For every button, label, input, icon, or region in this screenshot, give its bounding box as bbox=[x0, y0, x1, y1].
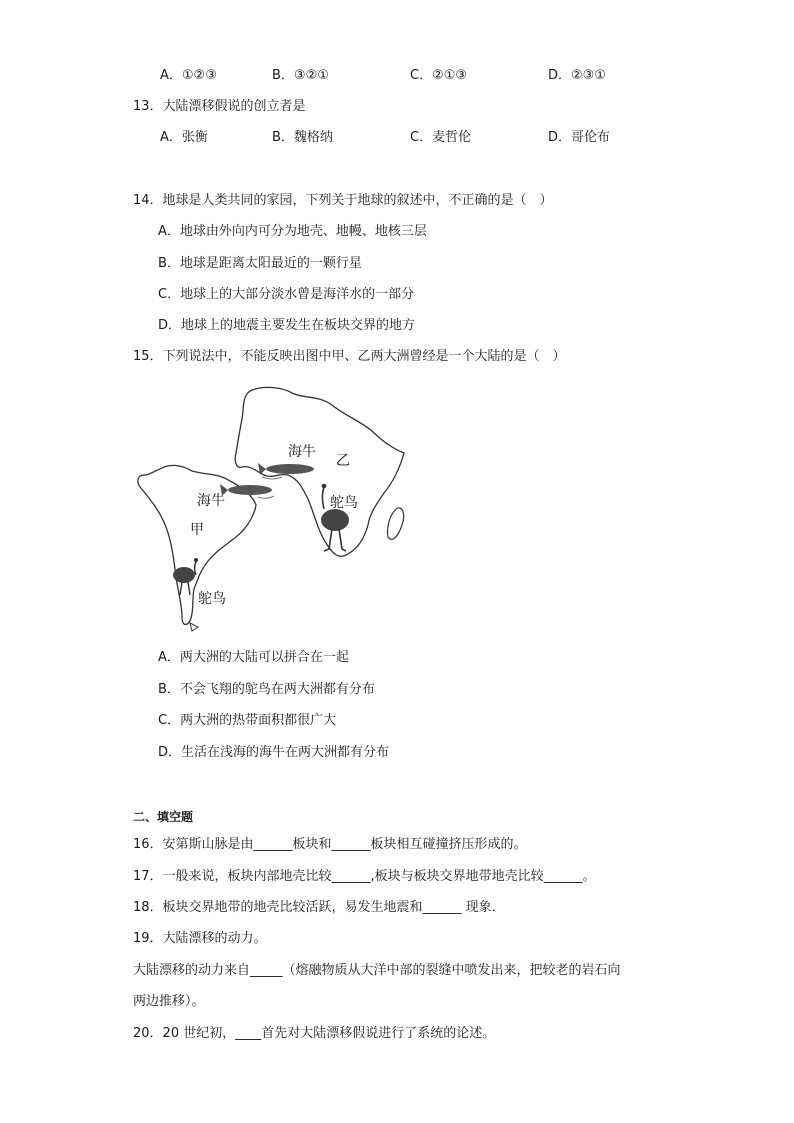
q13-option-b: B．魏格纳 bbox=[272, 130, 333, 145]
q18-text: 18．板块交界地带的地壳比较活跃，易发生地震和______ 现象． bbox=[133, 900, 505, 915]
q13-option-c: C．麦哲伦 bbox=[410, 130, 472, 145]
q14-stem: 14．地球是人类共同的家园，下列关于地球的叙述中，不正确的是（ ） bbox=[133, 193, 553, 208]
q12-option-b: B．③②① bbox=[272, 68, 329, 83]
q14-option-b: B．地球是距离太阳最近的一颗行星 bbox=[158, 256, 362, 271]
q13-option-d: D．哥伦布 bbox=[548, 130, 611, 145]
label-manatee-south-america: 海牛 bbox=[197, 493, 225, 509]
label-ostrich-africa: 鸵鸟 bbox=[330, 495, 358, 511]
q15-option-c: C．两大洲的热带面积都很广大 bbox=[158, 713, 337, 728]
label-continent-yi: 乙 bbox=[336, 453, 350, 469]
q15-option-a: A．两大洲的大陆可以拼合在一起 bbox=[158, 650, 349, 665]
q15-option-d: D．生活在浅海的海牛在两大洲都有分布 bbox=[158, 745, 390, 760]
label-ostrich-south-america: 鸵鸟 bbox=[198, 591, 226, 607]
q14-option-d: D．地球上的地震主要发生在板块交界的地方 bbox=[158, 318, 416, 333]
q17-text: 17．一般来说，板块内部地壳比较______,板块与板块交界地带地壳比较______。 bbox=[133, 869, 596, 884]
madagascar-outline bbox=[387, 508, 403, 539]
q19-line-2: 两边推移）。 bbox=[133, 994, 205, 1009]
label-manatee-africa: 海牛 bbox=[288, 444, 316, 460]
q12-option-c: C．②①③ bbox=[410, 68, 468, 83]
section-title: 二、填空题 bbox=[133, 810, 194, 824]
q15-option-b: B．不会飞翔的鸵鸟在两大洲都有分布 bbox=[158, 682, 375, 697]
q16-text: 16．安第斯山脉是由______板块和______板块相互碰撞挤压形成的。 bbox=[133, 837, 527, 852]
q13-option-a: A．张衡 bbox=[160, 130, 208, 145]
q12-option-d: D．②③① bbox=[548, 68, 606, 83]
continent-map-svg bbox=[132, 383, 410, 633]
q19-line-1: 大陆漂移的动力来自_____（熔融物质从大洋中部的裂缝中喷发出来，把较老的岩石向 bbox=[133, 963, 621, 978]
tierra-del-fuego bbox=[190, 623, 198, 631]
q12-option-a: A．①②③ bbox=[160, 68, 217, 83]
label-continent-jia: 甲 bbox=[190, 522, 204, 538]
q20-text: 20．20 世纪初，____首先对大陆漂移假说进行了系统的论述。 bbox=[133, 1026, 496, 1041]
q13-stem: 13．大陆漂移假说的创立者是 bbox=[133, 99, 306, 114]
q15-stem: 15．下列说法中，不能反映出图中甲、乙两大洲曾经是一个大陆的是（ ） bbox=[133, 349, 566, 364]
q14-option-c: C．地球上的大部分淡水曾是海洋水的一部分 bbox=[158, 287, 415, 302]
q19-stem: 19．大陆漂移的动力。 bbox=[133, 931, 267, 946]
continent-map-figure bbox=[132, 383, 410, 633]
q14-option-a: A．地球由外向内可分为地壳、地幔、地核三层 bbox=[158, 224, 427, 239]
